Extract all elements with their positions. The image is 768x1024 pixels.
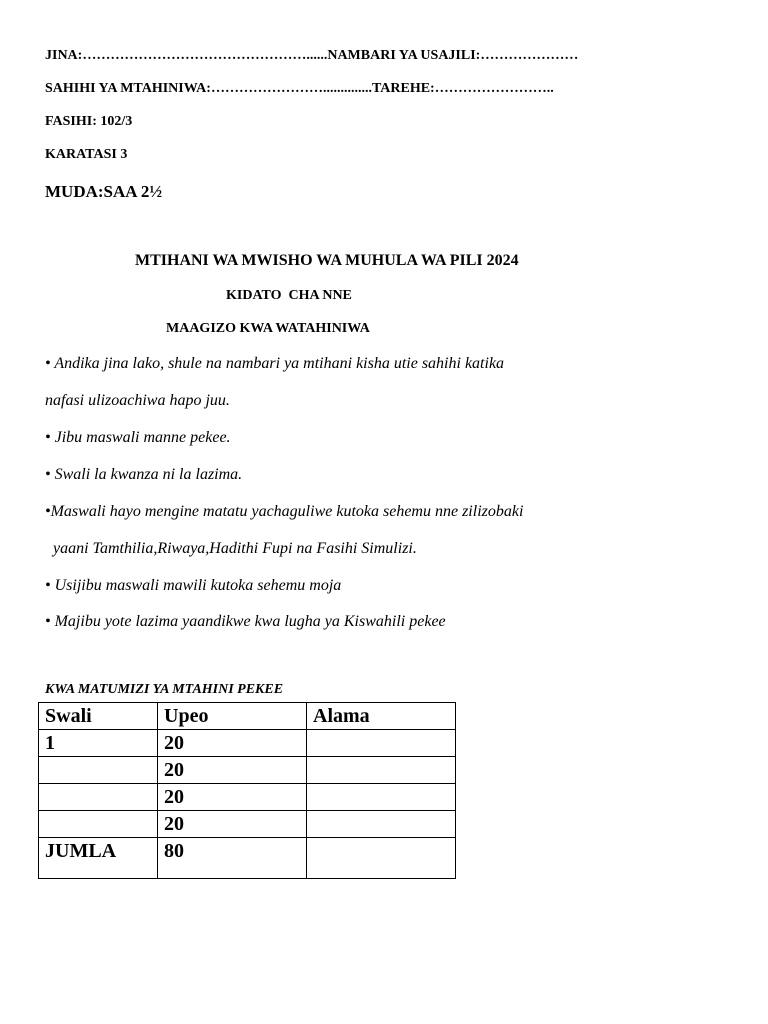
column-header-upeo: Upeo: [158, 703, 307, 730]
table-row: [39, 730, 456, 757]
score-cell: [307, 784, 456, 811]
max-score-cell: 20: [158, 811, 307, 838]
name-registration-line: JINA:…………………………………………......NAMBARI YA USAJILI:…………………: [45, 48, 579, 63]
question-cell: [39, 811, 158, 838]
column-header-alama: Alama: [307, 703, 456, 730]
max-score-cell: 20: [158, 757, 307, 784]
total-score-cell: [307, 838, 456, 879]
instruction-line: • Majibu yote lazima yaandikwe kwa lugha ya Kiswahili pekee: [45, 613, 446, 630]
table-total-row: [39, 838, 456, 879]
max-score-cell: 20: [158, 784, 307, 811]
instructions-heading: MAAGIZO KWA WATAHINIWA: [166, 321, 370, 336]
total-max-cell: 80: [158, 838, 307, 879]
instruction-line: nafasi ulizoachiwa hapo juu.: [45, 392, 230, 409]
duration: MUDA:SAA 2½: [45, 182, 163, 201]
question-cell: 1: [39, 730, 158, 757]
question-cell: [39, 757, 158, 784]
score-cell: [307, 730, 456, 757]
total-label-cell: JUMLA: [39, 838, 158, 879]
paper-number: KARATASI 3: [45, 147, 128, 162]
instruction-line: • Jibu maswali manne pekee.: [45, 429, 231, 446]
score-cell: [307, 811, 456, 838]
instruction-line: •Maswali hayo mengine matatu yachaguliwe kutoka sehemu nne zilizobaki: [45, 503, 524, 520]
question-cell: [39, 784, 158, 811]
instruction-line: yaani Tamthilia,Riwaya,Hadithi Fupi na Fasihi Simulizi.: [45, 540, 417, 557]
column-header-swali: Swali: [39, 703, 158, 730]
table-row: [39, 811, 456, 838]
table-header-row: [39, 703, 456, 730]
score-cell: [307, 757, 456, 784]
instruction-line: • Usijibu maswali mawili kutoka sehemu moja: [45, 577, 342, 594]
official-use-heading: KWA MATUMIZI YA MTAHINI PEKEE: [45, 682, 284, 697]
instruction-line: • Swali la kwanza ni la lazima.: [45, 466, 243, 483]
form-title: KIDATO CHA NNE: [226, 288, 352, 303]
exam-title: MTIHANI WA MWISHO WA MUHULA WA PILI 2024: [135, 252, 519, 269]
score-table: [38, 702, 456, 879]
instruction-line: • Andika jina lako, shule na nambari ya mtihani kisha utie sahihi katika: [45, 355, 505, 372]
subject-code: FASIHI: 102/3: [45, 114, 133, 129]
signature-date-line: SAHIHI YA MTAHINIWA:……………………..............TAREHE:……………………..: [45, 81, 554, 96]
max-score-cell: 20: [158, 730, 307, 757]
table-row: [39, 757, 456, 784]
table-row: [39, 784, 456, 811]
